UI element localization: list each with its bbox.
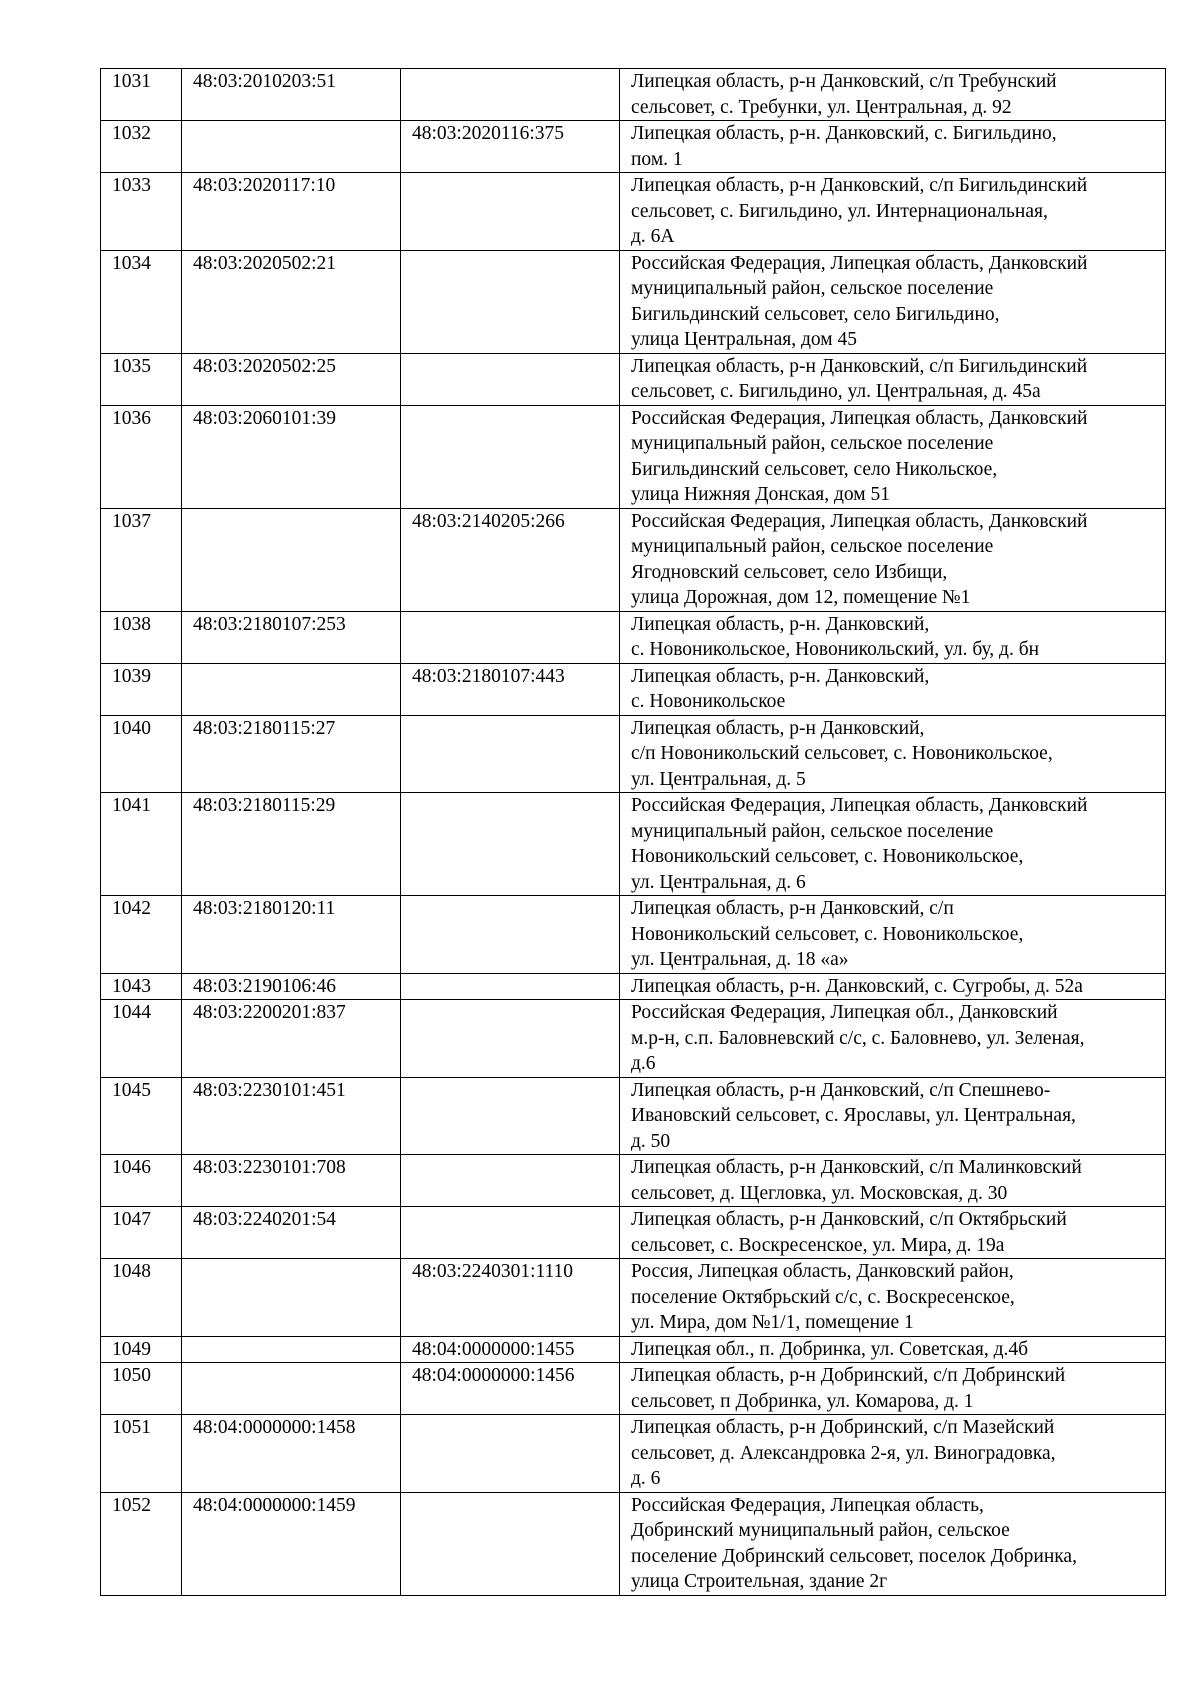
address-cell: Российская Федерация, Липецкая область, Данковский муниципальный район, сельское поселение Бигильдинский сельсовет, село Бигильдино, улица Центральная, дом 45 (620, 250, 1166, 353)
address-cell: Липецкая область, р-н Данковский, с/п Бигильдинский сельсовет, с. Бигильдино, ул. Интернациональная, д. 6А (620, 173, 1166, 251)
address-cell: Липецкая область, р-н Данковский, с/п Бигильдинский сельсовет, с. Бигильдино, ул. Центральная, д. 45а (620, 353, 1166, 405)
cadastral-number-land-cell (182, 121, 401, 173)
address-cell: Липецкая область, р-н. Данковский, с. Новоникольское, Новоникольский, ул. бу, д. бн (620, 611, 1166, 663)
address-cell: Липецкая область, р-н Данковский, с/п Спешнево- Ивановский сельсовет, с. Ярославы, ул. Центральная, д. 50 (620, 1077, 1166, 1155)
cadastral-number-premises-cell (401, 250, 620, 353)
table-row (101, 1077, 1166, 1155)
address-cell: Российская Федерация, Липецкая область, Данковский муниципальный район, сельское поселение Ягодновский сельсовет, село Избищи, улица Дорожная, дом 12, помещение №1 (620, 508, 1166, 611)
table-row (101, 1363, 1166, 1415)
address-cell: Липецкая область, р-н. Данковский, с. Новоникольское (620, 663, 1166, 715)
cadastral-number-premises-cell (401, 1000, 620, 1078)
row-number-cell: 1052 (101, 1492, 182, 1595)
address-cell: Липецкая область, р-н Данковский, с/п Новоникольский сельсовет, с. Новоникольское, ул. Центральная, д. 18 «а» (620, 896, 1166, 974)
cadastral-number-land-cell: 48:04:0000000:1458 (182, 1415, 401, 1493)
table-row (101, 405, 1166, 508)
row-number-cell: 1041 (101, 793, 182, 896)
row-number-cell: 1051 (101, 1415, 182, 1493)
row-number-cell: 1040 (101, 715, 182, 793)
cadastral-number-land-cell (182, 1336, 401, 1363)
cadastral-number-land-cell: 48:03:2180115:27 (182, 715, 401, 793)
cadastral-number-land-cell: 48:04:0000000:1459 (182, 1492, 401, 1595)
address-cell: Российская Федерация, Липецкая область, Данковский муниципальный район, сельское поселение Бигильдинский сельсовет, село Никольское, улица Нижняя Донская, дом 51 (620, 405, 1166, 508)
cadastral-number-land-cell: 48:03:2010203:51 (182, 69, 401, 121)
cadastral-number-premises-cell (401, 896, 620, 974)
cadastral-number-land-cell: 48:03:2180115:29 (182, 793, 401, 896)
cadastral-number-premises-cell: 48:03:2240301:1110 (401, 1259, 620, 1337)
cadastral-number-land-cell: 48:03:2020117:10 (182, 173, 401, 251)
cadastral-number-premises-cell (401, 353, 620, 405)
table-row (101, 353, 1166, 405)
row-number-cell: 1043 (101, 973, 182, 1000)
cadastral-number-land-cell: 48:03:2190106:46 (182, 973, 401, 1000)
cadastral-number-land-cell (182, 1259, 401, 1337)
address-cell: Липецкая область, р-н Добринский, с/п Мазейский сельсовет, д. Александровка 2-я, ул. Виноградовка, д. 6 (620, 1415, 1166, 1493)
table-row (101, 973, 1166, 1000)
row-number-cell: 1042 (101, 896, 182, 974)
address-cell: Липецкая область, р-н. Данковский, с. Бигильдино, пом. 1 (620, 121, 1166, 173)
cadastral-number-premises-cell (401, 1492, 620, 1595)
table-row (101, 121, 1166, 173)
cadastral-number-land-cell: 48:03:2240201:54 (182, 1207, 401, 1259)
cadastral-number-premises-cell (401, 611, 620, 663)
table-row (101, 1155, 1166, 1207)
cadastral-number-land-cell (182, 508, 401, 611)
table-row (101, 896, 1166, 974)
table-row (101, 1207, 1166, 1259)
address-cell: Липецкая область, р-н. Данковский, с. Сугробы, д. 52а (620, 973, 1166, 1000)
table-row (101, 793, 1166, 896)
row-number-cell: 1034 (101, 250, 182, 353)
cadastral-number-land-cell: 48:03:2020502:21 (182, 250, 401, 353)
cadastral-number-land-cell: 48:03:2230101:451 (182, 1077, 401, 1155)
cadastral-number-premises-cell: 48:03:2180107:443 (401, 663, 620, 715)
cadastral-number-land-cell: 48:03:2180120:11 (182, 896, 401, 974)
address-cell: Российская Федерация, Липецкая область, Данковский муниципальный район, сельское поселение Новоникольский сельсовет, с. Новоникольское, ул. Центральная, д. 6 (620, 793, 1166, 896)
row-number-cell: 1039 (101, 663, 182, 715)
table-row (101, 1336, 1166, 1363)
address-cell: Россия, Липецкая область, Данковский район, поселение Октябрьский с/с, с. Воскресенское, ул. Мира, дом №1/1, помещение 1 (620, 1259, 1166, 1337)
cadastral-number-land-cell: 48:03:2060101:39 (182, 405, 401, 508)
cadastral-number-premises-cell (401, 973, 620, 1000)
table-row (101, 69, 1166, 121)
address-cell: Липецкая область, р-н Данковский, с/п Малинковский сельсовет, д. Щегловка, ул. Московская, д. 30 (620, 1155, 1166, 1207)
row-number-cell: 1050 (101, 1363, 182, 1415)
cadastral-number-premises-cell: 48:03:2140205:266 (401, 508, 620, 611)
cadastral-number-premises-cell (401, 173, 620, 251)
cadastral-number-land-cell: 48:03:2200201:837 (182, 1000, 401, 1078)
cadastral-number-premises-cell: 48:04:0000000:1455 (401, 1336, 620, 1363)
address-cell: Липецкая область, р-н Добринский, с/п Добринский сельсовет, п Добринка, ул. Комарова, д. 1 (620, 1363, 1166, 1415)
address-cell: Липецкая область, р-н Данковский, с/п Требунский сельсовет, с. Требунки, ул. Центральная, д. 92 (620, 69, 1166, 121)
cadastral-number-premises-cell (401, 1155, 620, 1207)
address-cell: Липецкая область, р-н Данковский, с/п Новоникольский сельсовет, с. Новоникольское, ул. Центральная, д. 5 (620, 715, 1166, 793)
cadastral-number-land-cell (182, 663, 401, 715)
table-row (101, 1259, 1166, 1337)
row-number-cell: 1049 (101, 1336, 182, 1363)
cadastral-number-land-cell (182, 1363, 401, 1415)
table-row (101, 508, 1166, 611)
row-number-cell: 1045 (101, 1077, 182, 1155)
table-row (101, 250, 1166, 353)
table-row (101, 173, 1166, 251)
table-row (101, 1000, 1166, 1078)
address-cell: Липецкая обл., п. Добринка, ул. Советская, д.4б (620, 1336, 1166, 1363)
table-row (101, 1415, 1166, 1493)
cadastral-number-premises-cell (401, 69, 620, 121)
cadastral-number-premises-cell (401, 715, 620, 793)
cadastral-number-premises-cell: 48:03:2020116:375 (401, 121, 620, 173)
property-table (100, 68, 1166, 1596)
row-number-cell: 1036 (101, 405, 182, 508)
cadastral-number-premises-cell (401, 1077, 620, 1155)
address-cell: Липецкая область, р-н Данковский, с/п Октябрьский сельсовет, с. Воскресенское, ул. Мира, д. 19а (620, 1207, 1166, 1259)
property-table-body (101, 69, 1166, 1596)
cadastral-number-land-cell: 48:03:2230101:708 (182, 1155, 401, 1207)
table-row (101, 663, 1166, 715)
address-cell: Российская Федерация, Липецкая обл., Данковский м.р-н, с.п. Баловневский с/с, с. Баловнево, ул. Зеленая, д.6 (620, 1000, 1166, 1078)
address-cell: Российская Федерация, Липецкая область, Добринский муниципальный район, сельское поселение Добринский сельсовет, поселок Добринка, улица Строительная, здание 2г (620, 1492, 1166, 1595)
cadastral-number-land-cell: 48:03:2180107:253 (182, 611, 401, 663)
cadastral-number-premises-cell (401, 1415, 620, 1493)
row-number-cell: 1048 (101, 1259, 182, 1337)
table-row (101, 715, 1166, 793)
row-number-cell: 1037 (101, 508, 182, 611)
cadastral-number-premises-cell (401, 1207, 620, 1259)
cadastral-number-premises-cell: 48:04:0000000:1456 (401, 1363, 620, 1415)
row-number-cell: 1032 (101, 121, 182, 173)
row-number-cell: 1038 (101, 611, 182, 663)
row-number-cell: 1047 (101, 1207, 182, 1259)
row-number-cell: 1031 (101, 69, 182, 121)
row-number-cell: 1033 (101, 173, 182, 251)
row-number-cell: 1035 (101, 353, 182, 405)
row-number-cell: 1044 (101, 1000, 182, 1078)
cadastral-number-premises-cell (401, 793, 620, 896)
cadastral-number-premises-cell (401, 405, 620, 508)
table-row (101, 611, 1166, 663)
table-row (101, 1492, 1166, 1595)
row-number-cell: 1046 (101, 1155, 182, 1207)
cadastral-number-land-cell: 48:03:2020502:25 (182, 353, 401, 405)
